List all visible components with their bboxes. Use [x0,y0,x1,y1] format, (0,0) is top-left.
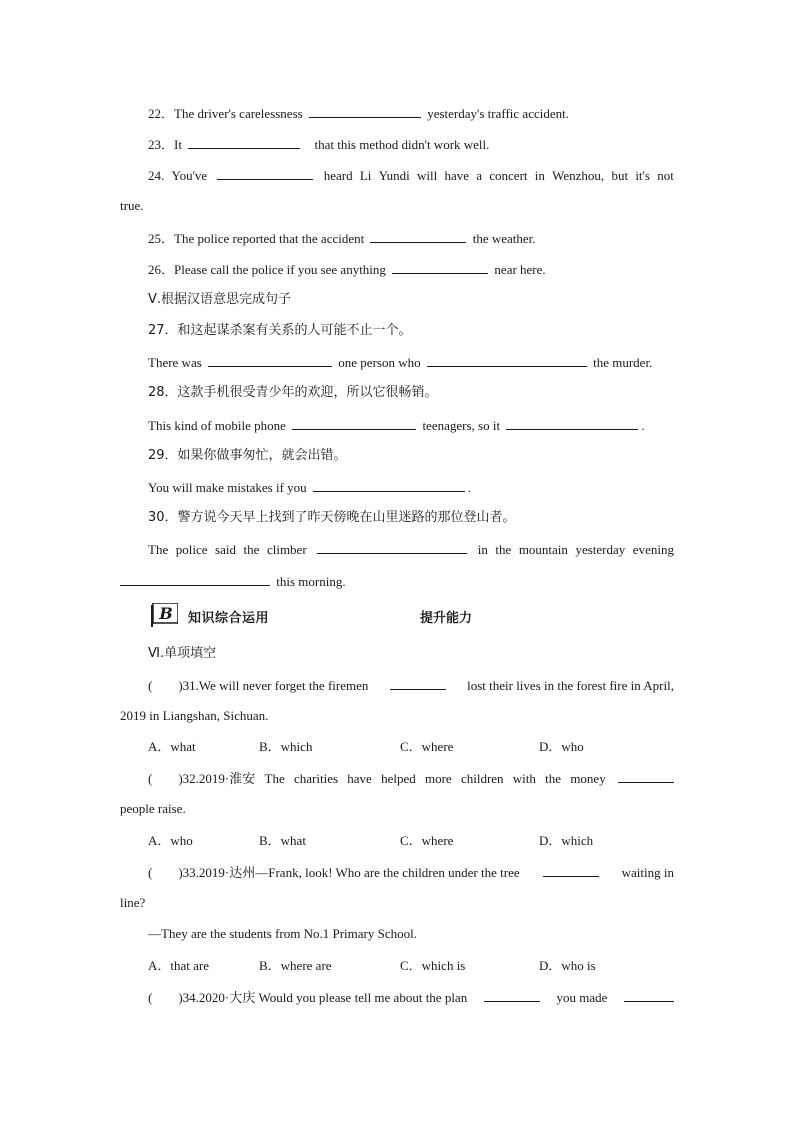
option-c[interactable]: C．which is [400,958,466,973]
answer-blank[interactable] [624,988,674,1002]
answer-blank[interactable] [309,104,421,118]
question-text: Please call the police if you see anything [174,262,386,277]
question-text: you made [556,990,608,1005]
question-text: It [174,137,182,152]
question-29-chinese: 29．如果你做事匆忙，就会出错。 [148,448,347,463]
question-33 [148,863,674,882]
question-text: . [641,418,645,433]
question-26 [148,260,546,279]
word: Wenzhou, [552,168,605,183]
word: the [545,771,562,786]
word: yesterday [575,542,626,557]
question-text: one person who [338,355,421,370]
question-text: 33.2019·达州—Frank, look! Who are the children under the tree [182,865,520,880]
question-31-main [148,677,368,695]
answer-blank[interactable] [506,416,638,430]
question-29 [148,478,471,497]
word: children [460,771,504,786]
word: will [416,168,438,183]
question-text: that this method didn't work well. [314,137,490,152]
question-25 [148,229,536,248]
question-32-continued: people raise. [120,801,186,816]
option-b[interactable]: B．which [259,739,313,754]
question-27-chinese: 27．和这起谋杀案有关系的人可能不止一个。 [148,323,412,338]
word: in [477,542,488,557]
answer-blank[interactable] [392,260,488,274]
answer-blank[interactable] [427,353,587,367]
word: police [175,542,208,557]
word: have [347,771,372,786]
question-24 [148,166,674,185]
word: in [534,168,545,183]
question-33-continued: line? [120,895,146,910]
word: concert [489,168,528,183]
answer-blank[interactable] [618,769,674,783]
answer-blank[interactable] [484,988,540,1002]
word: You've [171,168,208,183]
question-23 [148,135,489,154]
answer-blank[interactable] [370,229,466,243]
question-33-main [148,864,520,882]
question-30-continued [120,572,346,591]
question-text: 34.2020·大庆 Would you please tell me about the plan [182,990,468,1005]
word: money [570,771,606,786]
word: climber [266,542,307,557]
question-30 [148,540,674,559]
word: mountain [518,542,568,557]
answer-parentheses[interactable]: ( ) [148,990,183,1005]
option-a[interactable]: A．that are [148,958,210,973]
question-31 [148,676,674,695]
answer-blank[interactable] [390,676,446,690]
word: but [611,168,629,183]
question-text: near here. [494,262,546,277]
question-text: yesterday's traffic accident. [427,106,569,121]
question-number: 32.2019·淮安 [182,771,256,786]
question-33-answer-line: —They are the students from No.1 Primary School. [148,926,417,941]
question-text: The driver's carelessness [174,106,303,121]
option-c[interactable]: C．where [400,833,454,848]
question-24-continued: true. [120,198,144,213]
word: The [264,771,285,786]
section-b-subtitle: 提升能力 [420,611,473,626]
question-28-chinese: 28．这款手机很受青少年的欢迎，所以它很畅销。 [148,385,438,400]
word: charities [293,771,339,786]
answer-blank[interactable] [543,863,599,877]
question-27 [148,353,652,372]
question-number: 26． [148,262,175,277]
option-d[interactable]: D．who is [539,958,596,973]
question-text: waiting in [621,865,674,880]
word: not [657,168,674,183]
word: a [476,168,483,183]
word: heard [323,168,353,183]
question-text: the murder. [593,355,653,370]
question-text: 31.We will never forget the firemen [182,678,369,693]
answer-blank[interactable] [317,540,467,554]
section-b-badge-icon [150,603,178,627]
word: Yundi [378,168,410,183]
option-d[interactable]: D．which [539,833,594,848]
section-b-header [150,603,670,629]
section-5-title: Ⅴ.根据汉语意思完成句子 [148,292,292,307]
question-text: the weather. [472,231,536,246]
option-b[interactable]: B．what [259,833,306,848]
option-b[interactable]: B．where are [259,958,332,973]
question-number: 23． [148,137,175,152]
option-a[interactable]: A．what [148,739,196,754]
answer-blank[interactable] [313,478,465,492]
question-text: this morning. [276,574,346,589]
question-34 [148,988,674,1007]
section-6-title: Ⅵ.单项填空 [148,646,217,661]
question-34-main [148,989,467,1007]
answer-parentheses[interactable]: ( ) [148,771,183,786]
question-number: 25． [148,231,175,246]
answer-blank[interactable] [208,353,332,367]
question-text: This kind of mobile phone [148,418,286,433]
word: it's [635,168,650,183]
word: said [215,542,236,557]
question-text: You will make mistakes if you [148,480,307,495]
option-c[interactable]: C．where [400,739,454,754]
section-b-title: 知识综合运用 [188,611,270,626]
question-31-continued: 2019 in Liangshan, Sichuan. [120,708,269,723]
word: Li [359,168,372,183]
word: with [512,771,536,786]
word: evening [632,542,674,557]
word: more [424,771,452,786]
question-text: There was [148,355,202,370]
question-number: 22． [148,106,175,121]
answer-blank[interactable] [120,572,270,586]
answer-blank[interactable] [188,135,300,149]
question-28 [148,416,645,435]
answer-blank[interactable] [292,416,416,430]
option-a[interactable]: A．who [148,833,193,848]
answer-blank[interactable] [217,166,313,180]
answer-parentheses[interactable]: ( ) [148,678,183,693]
question-22 [148,104,569,123]
question-text: The police reported that the accident [174,231,365,246]
word: the [495,542,512,557]
section-b-badge-letter: B [159,604,173,623]
word: have [444,168,469,183]
answer-parentheses[interactable]: ( ) [148,865,183,880]
word: The [148,542,169,557]
option-d[interactable]: D．who [539,739,584,754]
question-text: . [467,480,472,495]
question-text: teenagers, so it [422,418,501,433]
question-text: lost their lives in the forest fire in April, [467,678,674,693]
word: helped [381,771,416,786]
question-32 [148,769,674,788]
question-30-chinese: 30．警方说今天早上找到了昨天傍晚在山里迷路的那位登山者。 [148,510,516,525]
question-32-main [148,770,255,788]
question-number: 24. [148,168,165,183]
word: the [243,542,260,557]
